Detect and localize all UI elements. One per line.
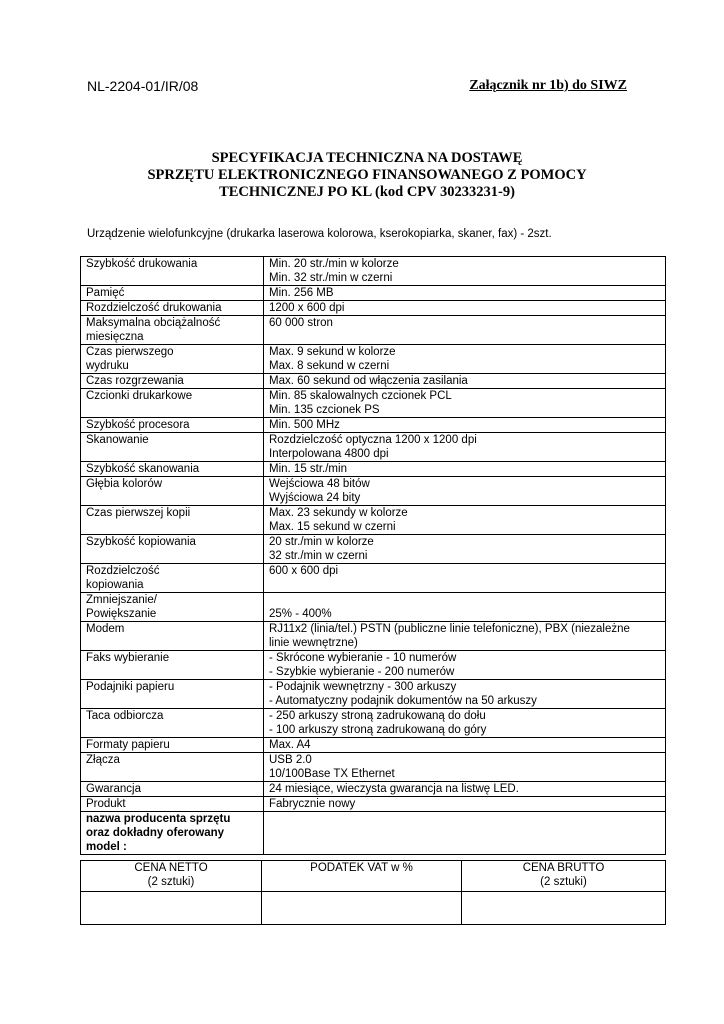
price-header-row	[81, 861, 666, 892]
spec-value-cell	[264, 680, 666, 709]
spec-row	[81, 257, 666, 286]
spec-row	[81, 374, 666, 389]
spec-value: Max. 60 sekund od włączenia zasilania	[269, 375, 468, 387]
spec-value: - 250 arkuszy stroną zadrukowaną do dołu	[269, 710, 486, 722]
spec-label-cell	[81, 433, 264, 462]
gross-price-label: CENA BRUTTO	[522, 862, 605, 874]
spec-label-cell	[81, 535, 264, 564]
spec-label: Szybkość skanowania	[86, 463, 200, 475]
spec-value-cell	[264, 738, 666, 753]
spec-value-cell	[264, 709, 666, 738]
spec-label: model :	[86, 841, 127, 853]
spec-label: wydruku	[86, 360, 129, 372]
spec-value: linie wewnętrzne)	[269, 637, 358, 649]
spec-value-cell	[264, 286, 666, 301]
spec-label-cell	[81, 651, 264, 680]
spec-label-cell	[81, 345, 264, 374]
spec-label-cell	[81, 753, 264, 782]
spec-value-cell	[264, 345, 666, 374]
spec-row	[81, 564, 666, 593]
price-entry-row	[81, 892, 666, 925]
spec-row	[81, 477, 666, 506]
spec-value: Min. 135 czcionek PS	[269, 404, 380, 416]
spec-label: Głębia kolorów	[86, 478, 163, 490]
spec-value	[269, 812, 660, 826]
vat-header	[262, 861, 462, 892]
document-reference: NL-2204-01/IR/08	[87, 78, 199, 94]
spec-value: Max. 9 sekund w kolorze	[269, 346, 396, 358]
spec-value: Min. 15 str./min	[269, 463, 347, 475]
spec-label-cell	[81, 477, 264, 506]
spec-row	[81, 812, 666, 855]
spec-row	[81, 286, 666, 301]
spec-value-cell	[264, 564, 666, 593]
spec-label-cell	[81, 622, 264, 651]
spec-value-cell	[264, 593, 666, 622]
spec-row	[81, 593, 666, 622]
spec-row	[81, 753, 666, 782]
spec-label: Szybkość drukowania	[86, 258, 198, 270]
spec-value: Wyjściowa 24 bity	[269, 492, 361, 504]
spec-value: 10/100Base TX Ethernet	[269, 768, 395, 780]
spec-value-cell	[264, 506, 666, 535]
spec-label-cell	[81, 301, 264, 316]
spec-label: Szybkość kopiowania	[86, 536, 196, 548]
spec-row	[81, 506, 666, 535]
spec-label: Formaty papieru	[86, 739, 170, 751]
spec-row	[81, 709, 666, 738]
spec-label: kopiowania	[86, 579, 144, 591]
spec-row	[81, 418, 666, 433]
spec-label: Pamięć	[86, 287, 125, 299]
spec-value-cell	[264, 651, 666, 680]
spec-value: - 100 arkuszy stroną zadrukowaną do góry	[269, 724, 487, 736]
spec-value-cell	[264, 433, 666, 462]
spec-value	[269, 593, 660, 607]
spec-label: Taca odbiorcza	[86, 710, 164, 722]
spec-label: Zmniejszanie/	[86, 594, 157, 606]
spec-label: Czcionki drukarkowe	[86, 390, 193, 402]
spec-label: Podajniki papieru	[86, 681, 175, 693]
spec-value: Min. 85 skalowalnych czcionek PCL	[269, 390, 452, 402]
spec-value: Fabrycznie nowy	[269, 798, 356, 810]
spec-label: Powiększanie	[86, 608, 157, 620]
spec-label: miesięczna	[86, 331, 144, 343]
spec-value: Max. A4	[269, 739, 311, 751]
spec-value: 1200 x 600 dpi	[269, 302, 345, 314]
spec-value: 32 str./min w czerni	[269, 550, 368, 562]
title-line-1: SPECYFIKACJA TECHNICZNA NA DOSTAWĘ	[211, 150, 523, 166]
spec-label: Maksymalna obciążalność	[86, 317, 221, 329]
spec-value: Interpolowana 4800 dpi	[269, 448, 389, 460]
spec-label-cell	[81, 389, 264, 418]
spec-label: Skanowanie	[86, 434, 149, 446]
spec-value: - Szybkie wybieranie - 200 numerów	[269, 666, 455, 678]
spec-value: 600 x 600 dpi	[269, 565, 339, 577]
annex-label: Załącznik nr 1b) do SIWZ	[469, 78, 627, 93]
spec-value-cell	[264, 477, 666, 506]
spec-value-cell	[264, 301, 666, 316]
document-title	[60, 150, 674, 201]
spec-value: Min. 20 str./min w kolorze	[269, 258, 399, 270]
net-price-cell[interactable]	[81, 892, 262, 925]
spec-label: oraz dokładny oferowany	[86, 827, 225, 839]
spec-label-cell	[81, 593, 264, 622]
spec-row	[81, 622, 666, 651]
spec-label: Złącza	[86, 754, 120, 766]
net-price-label: CENA NETTO	[134, 862, 208, 874]
spec-label-cell	[81, 316, 264, 345]
spec-label: Modem	[86, 623, 125, 635]
spec-row	[81, 462, 666, 477]
spec-value-cell	[264, 389, 666, 418]
spec-label: nazwa producenta sprzętu	[86, 813, 231, 825]
spec-value: - Podajnik wewnętrzny - 300 arkuszy	[269, 681, 457, 693]
title-line-2: SPRZĘTU ELEKTRONICZNEGO FINANSOWANEGO Z POMOCY	[147, 167, 587, 183]
spec-value-cell	[264, 535, 666, 564]
spec-label-cell	[81, 374, 264, 389]
spec-value: Min. 32 str./min w czerni	[269, 272, 393, 284]
spec-row	[81, 797, 666, 812]
vat-label: PODATEK VAT w %	[310, 862, 413, 874]
spec-value: Wejściowa 48 bitów	[269, 478, 370, 490]
gross-price-header	[462, 861, 666, 892]
spec-value: Min. 500 MHz	[269, 419, 340, 431]
spec-label-cell	[81, 680, 264, 709]
spec-row	[81, 389, 666, 418]
spec-label-cell	[81, 709, 264, 738]
spec-row	[81, 738, 666, 753]
spec-value-cell	[264, 782, 666, 797]
spec-value-cell[interactable]	[264, 812, 666, 855]
net-price-qty: (2 sztuki)	[147, 876, 195, 888]
spec-label: Faks wybieranie	[86, 652, 170, 664]
spec-value-cell	[264, 418, 666, 433]
title-line-3: TECHNICZNEJ PO KL (kod CPV 30233231-9)	[219, 184, 515, 200]
spec-label-cell	[81, 462, 264, 477]
spec-value: 60 000 stron	[269, 317, 333, 329]
spec-row	[81, 535, 666, 564]
spec-label: Produkt	[86, 798, 126, 810]
spec-label-cell	[81, 564, 264, 593]
spec-value: Max. 15 sekund w czerni	[269, 521, 396, 533]
spec-value: - Automatyczny podajnik dokumentów na 50 arkuszy	[269, 695, 537, 707]
spec-value-cell	[264, 462, 666, 477]
spec-label: Rozdzielczość	[86, 565, 160, 577]
specification-table	[80, 256, 666, 855]
spec-label: Rozdzielczość drukowania	[86, 302, 222, 314]
spec-value: 20 str./min w kolorze	[269, 536, 374, 548]
spec-label-cell	[81, 257, 264, 286]
price-table	[80, 860, 666, 925]
spec-label-cell	[81, 506, 264, 535]
gross-price-qty: (2 sztuki)	[540, 876, 587, 888]
spec-value-cell	[264, 622, 666, 651]
spec-value: - Skrócone wybieranie - 10 numerów	[269, 652, 457, 664]
spec-value-cell	[264, 257, 666, 286]
spec-label-cell	[81, 812, 264, 855]
spec-row	[81, 301, 666, 316]
spec-value: Max. 23 sekundy w kolorze	[269, 507, 408, 519]
spec-label-cell	[81, 286, 264, 301]
spec-value: 25% - 400%	[269, 608, 332, 620]
net-price-header	[81, 861, 262, 892]
spec-label: Czas rozgrzewania	[86, 375, 184, 387]
vat-cell[interactable]	[262, 892, 462, 925]
spec-value: Min. 256 MB	[269, 287, 334, 299]
spec-row	[81, 651, 666, 680]
device-description: Urządzenie wielofunkcyjne (drukarka laserowa kolorowa, kserokopiarka, skaner, fax) - 2szt.	[87, 228, 552, 240]
gross-price-cell[interactable]	[462, 892, 666, 925]
spec-value: RJ11x2 (linia/tel.) PSTN (publiczne linie telefoniczne), PBX (niezależne	[269, 623, 630, 635]
spec-label: Czas pierwszej kopii	[86, 507, 191, 519]
spec-value-cell	[264, 374, 666, 389]
spec-label-cell	[81, 738, 264, 753]
spec-label-cell	[81, 797, 264, 812]
spec-value-cell	[264, 797, 666, 812]
spec-row	[81, 680, 666, 709]
spec-row	[81, 782, 666, 797]
spec-value: USB 2.0	[269, 754, 312, 766]
spec-row	[81, 345, 666, 374]
spec-label-cell	[81, 782, 264, 797]
spec-value: Rozdzielczość optyczna 1200 x 1200 dpi	[269, 434, 477, 446]
spec-row	[81, 316, 666, 345]
spec-value: Max. 8 sekund w czerni	[269, 360, 390, 372]
spec-value-cell	[264, 316, 666, 345]
spec-label: Czas pierwszego	[86, 346, 174, 358]
spec-label: Gwarancja	[86, 783, 141, 795]
spec-value: 24 miesiące, wieczysta gwarancja na listwę LED.	[269, 783, 519, 795]
spec-label-cell	[81, 418, 264, 433]
spec-row	[81, 433, 666, 462]
spec-value-cell	[264, 753, 666, 782]
spec-label: Szybkość procesora	[86, 419, 190, 431]
